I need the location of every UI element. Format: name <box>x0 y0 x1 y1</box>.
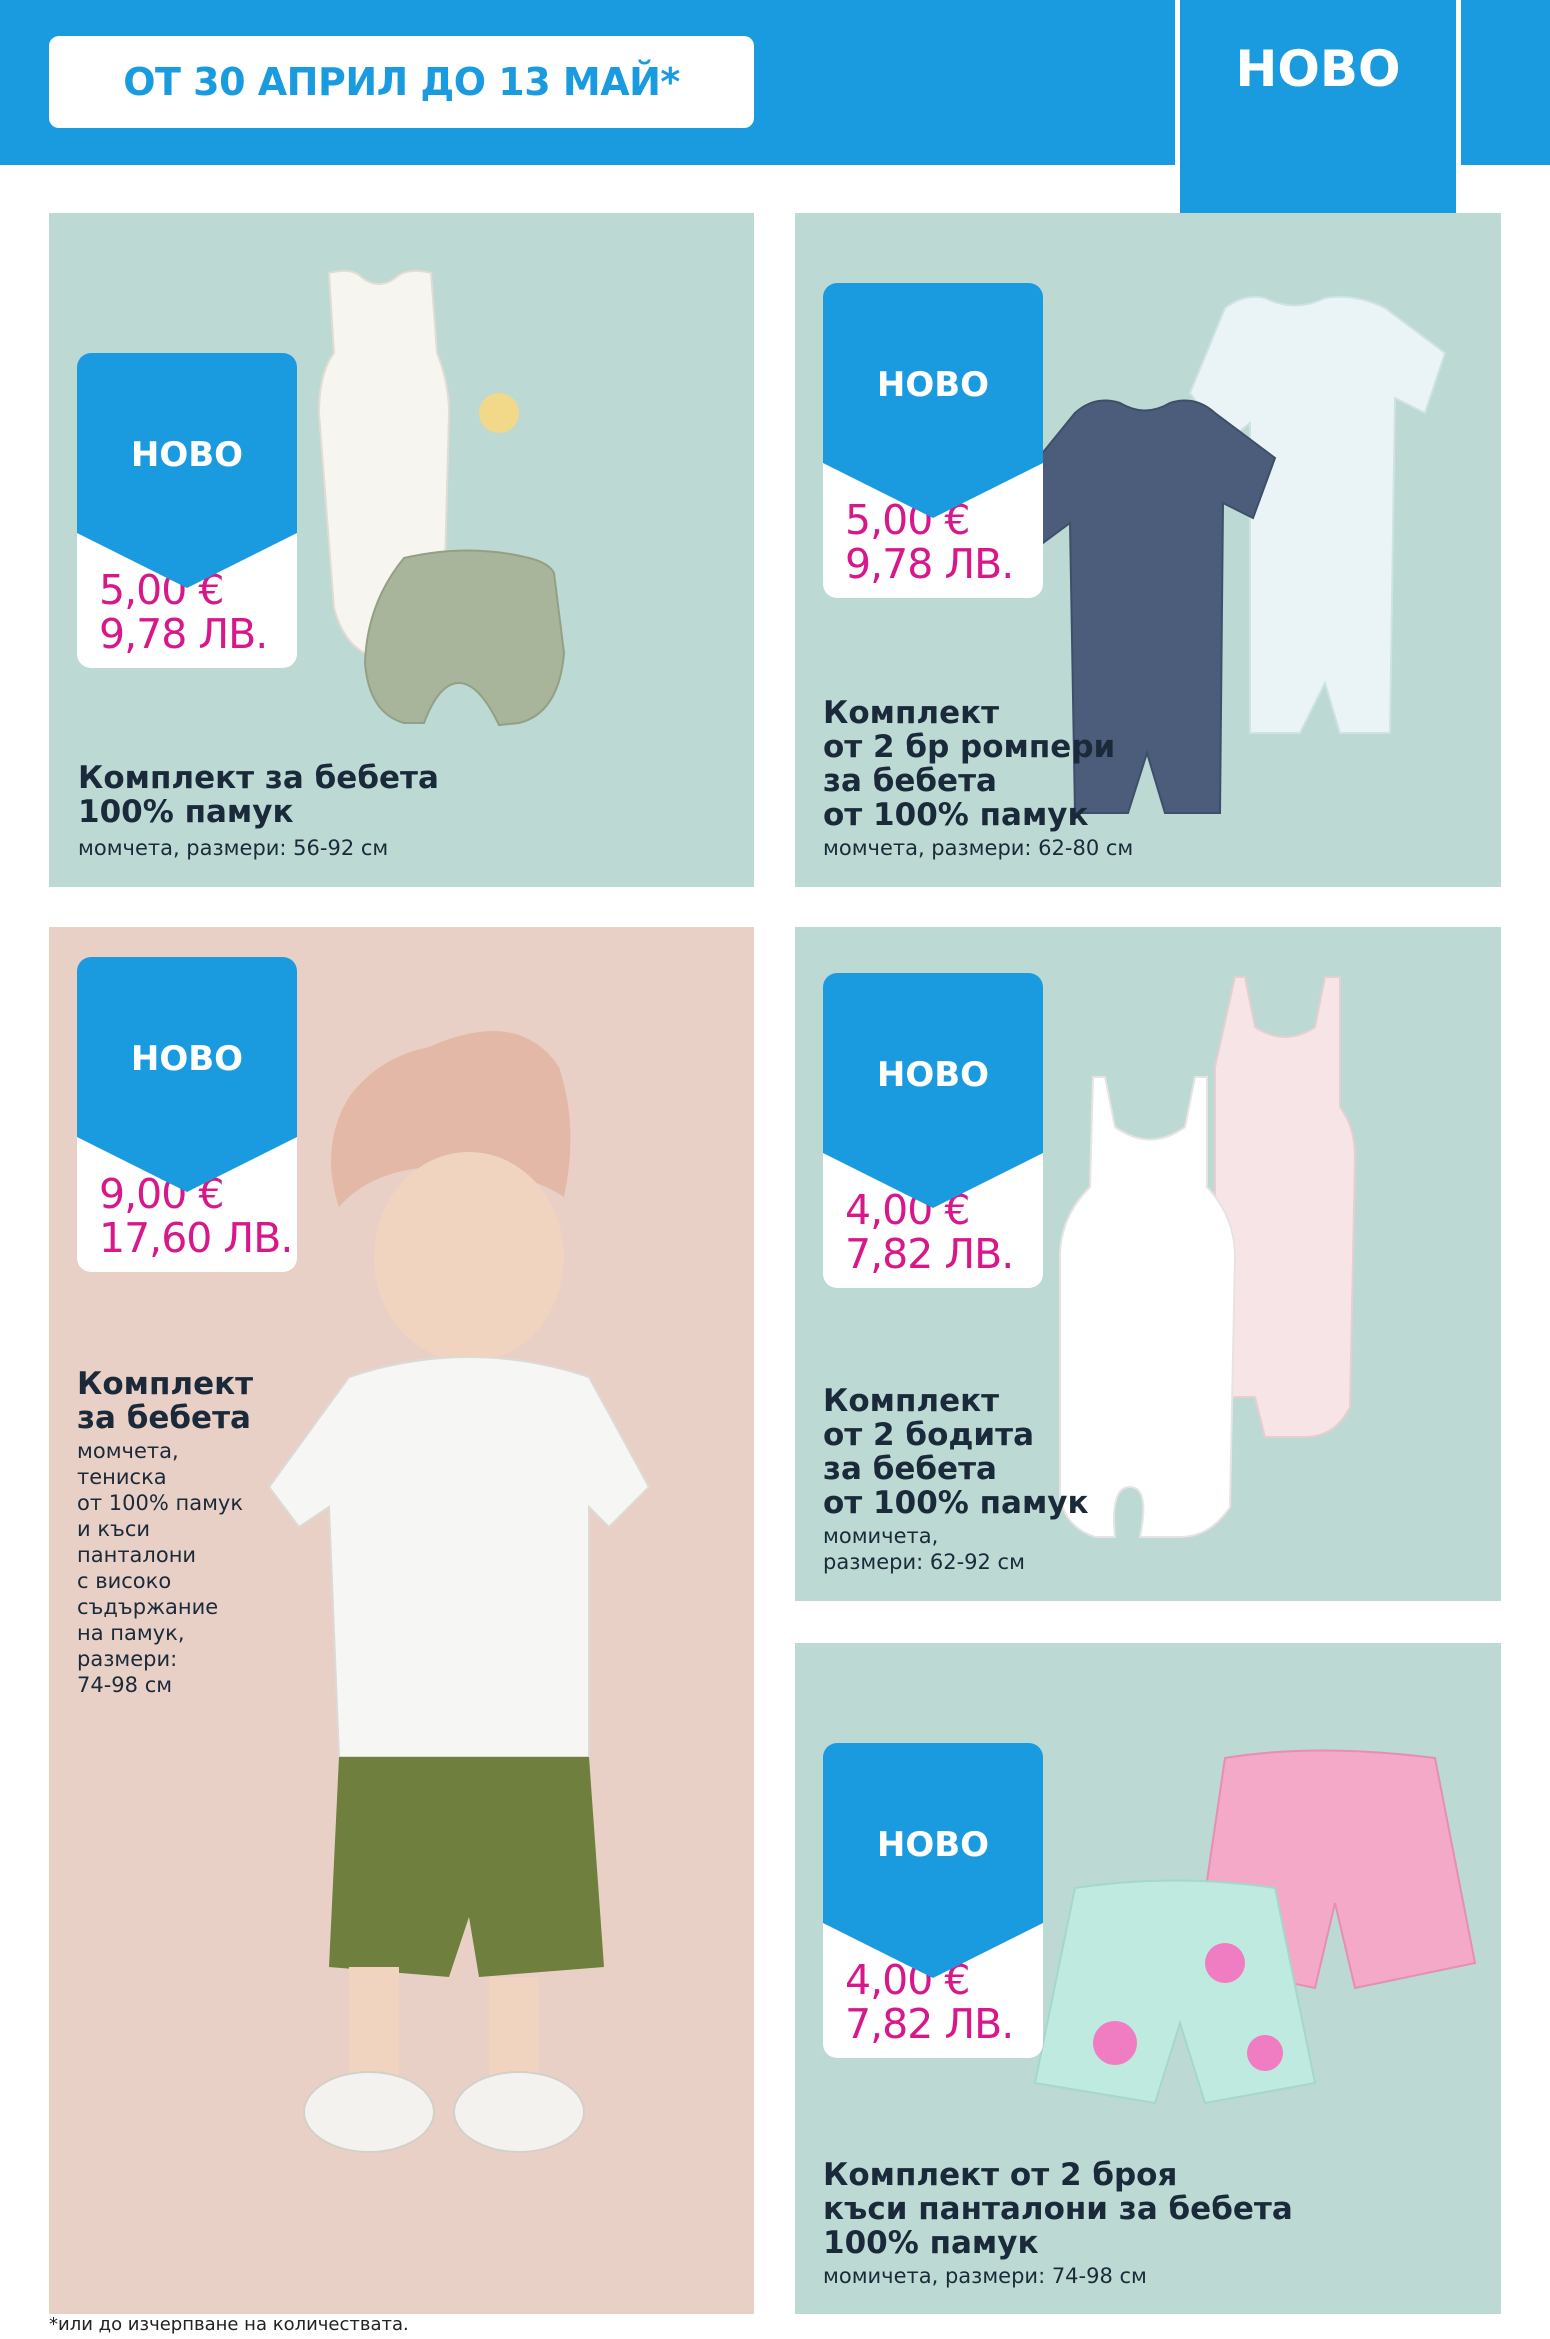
product-card-bodysuit-set[interactable] <box>49 213 754 887</box>
new-label: НОВО <box>130 1039 244 1079</box>
price-eur: 5,00 € <box>845 496 970 544</box>
price-bgn: 9,78 ЛВ. <box>99 610 268 658</box>
title-line: от 100% памук <box>823 797 1089 833</box>
price-bgn: 9,78 ЛВ. <box>845 540 1014 588</box>
title-line: къси панталони за бебета <box>823 2191 1293 2227</box>
detail-line: момчета, размери: 56-92 см <box>78 836 389 860</box>
product-card-boy-outfit[interactable] <box>49 927 754 2314</box>
product-card-shorts[interactable] <box>795 1643 1501 2314</box>
product-card-bodysuits[interactable] <box>795 927 1501 1601</box>
title-line: от 2 бодита <box>823 1417 1035 1453</box>
product-details <box>823 2263 1147 2289</box>
price-bgn: 17,60 ЛВ. <box>99 1214 293 1262</box>
new-label: НОВО <box>876 365 990 405</box>
product-details <box>823 1523 1025 1575</box>
detail-line: момичета, размери: 74-98 см <box>823 2264 1147 2288</box>
price-badge <box>77 353 297 668</box>
detail-line: от 100% памук <box>77 1491 244 1515</box>
new-label: НОВО <box>130 435 244 475</box>
detail-line: тениска <box>77 1465 167 1489</box>
footnote: *или до изчерпване на количествата. <box>49 2314 409 2335</box>
product-title <box>823 1384 1089 1520</box>
title-line: Комплект <box>823 1383 1000 1419</box>
product-title <box>823 2158 1293 2260</box>
price-bgn: 7,82 ЛВ. <box>845 1230 1014 1278</box>
title-line: Комплект <box>77 1366 254 1402</box>
title-line: за бебета <box>823 763 997 799</box>
title-line: от 2 бр ромпери <box>823 729 1116 765</box>
title-line: за бебета <box>77 1400 251 1436</box>
product-title <box>77 1367 253 1435</box>
title-line: за бебета <box>823 1451 997 1487</box>
product-details <box>823 835 1133 861</box>
product-title <box>78 761 439 829</box>
detail-line: момичета, <box>823 1524 939 1548</box>
product-title <box>823 696 1115 832</box>
price-eur: 4,00 € <box>845 1956 970 2004</box>
promo-dates: ОТ 30 АПРИЛ ДО 13 МАЙ* <box>49 36 754 128</box>
new-corner-label: НОВО <box>1235 39 1401 98</box>
price-badge <box>823 283 1043 598</box>
title-line: 100% памук <box>823 2225 1039 2261</box>
title-line: 100% памук <box>78 794 294 830</box>
detail-line: с високо <box>77 1569 172 1593</box>
title-line: Комплект за бебета <box>78 760 439 796</box>
detail-line: размери: <box>77 1647 178 1671</box>
detail-line: момчета, размери: 62-80 см <box>823 836 1134 860</box>
price-badge <box>823 1743 1043 2058</box>
price-badge <box>823 973 1043 1288</box>
product-details <box>77 1438 243 1698</box>
title-line: Комплект от 2 броя <box>823 2157 1178 2193</box>
detail-line: панталони <box>77 1543 197 1567</box>
detail-line: размери: 62-92 см <box>823 1550 1025 1574</box>
detail-line: на памук, <box>77 1621 185 1645</box>
detail-line: съдържание <box>77 1595 219 1619</box>
price-bgn: 7,82 ЛВ. <box>845 2000 1014 2048</box>
product-details <box>78 835 388 861</box>
detail-line: 74-98 см <box>77 1673 173 1697</box>
new-label: НОВО <box>876 1825 990 1865</box>
product-card-rompers[interactable] <box>795 213 1501 887</box>
title-line: от 100% памук <box>823 1485 1089 1521</box>
price-eur: 5,00 € <box>99 566 224 614</box>
price-badge <box>77 957 297 1272</box>
price-eur: 9,00 € <box>99 1170 224 1218</box>
detail-line: момчета, <box>77 1439 179 1463</box>
new-label: НОВО <box>876 1055 990 1095</box>
detail-line: и къси <box>77 1517 151 1541</box>
title-line: Комплект <box>823 695 1000 731</box>
price-eur: 4,00 € <box>845 1186 970 1234</box>
